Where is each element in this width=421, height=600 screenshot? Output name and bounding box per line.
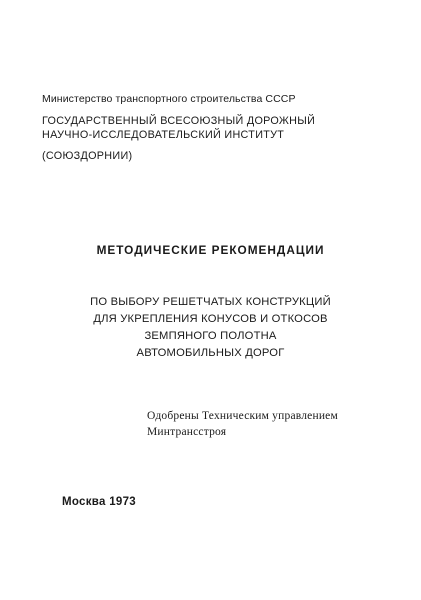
document-title: МЕТОДИЧЕСКИЕ РЕКОМЕНДАЦИИ <box>96 243 325 257</box>
approval-line-2: Минтрансстроя <box>147 426 227 438</box>
subject-line-2: ДЛЯ УКРЕПЛЕНИЯ КОНУСОВ И ОТКОСОВ <box>93 313 328 325</box>
institute-name-line-2: НАУЧНО-ИССЛЕДОВАТЕЛЬСКИЙ ИНСТИТУТ <box>42 129 285 141</box>
subject-line-4: АВТОМОБИЛЬНЫХ ДОРОГ <box>136 347 285 359</box>
subject-line-1: ПО ВЫБОРУ РЕШЕТЧАТЫХ КОНСТРУКЦИЙ <box>90 296 331 308</box>
publication-city-year: Москва 1973 <box>62 496 136 508</box>
institute-abbreviation: (СОЮЗДОРНИИ) <box>42 150 133 162</box>
approval-line-1: Одобрены Техническим управлением <box>147 410 338 422</box>
ministry-name: Министерство транспортного строительства СССР <box>42 93 296 105</box>
institute-name-line-1: ГОСУДАРСТВЕННЫЙ ВСЕСОЮЗНЫЙ ДОРОЖНЫЙ <box>42 115 316 127</box>
subject-line-3: ЗЕМПЯНОГО ПОЛОТНА <box>144 330 277 342</box>
